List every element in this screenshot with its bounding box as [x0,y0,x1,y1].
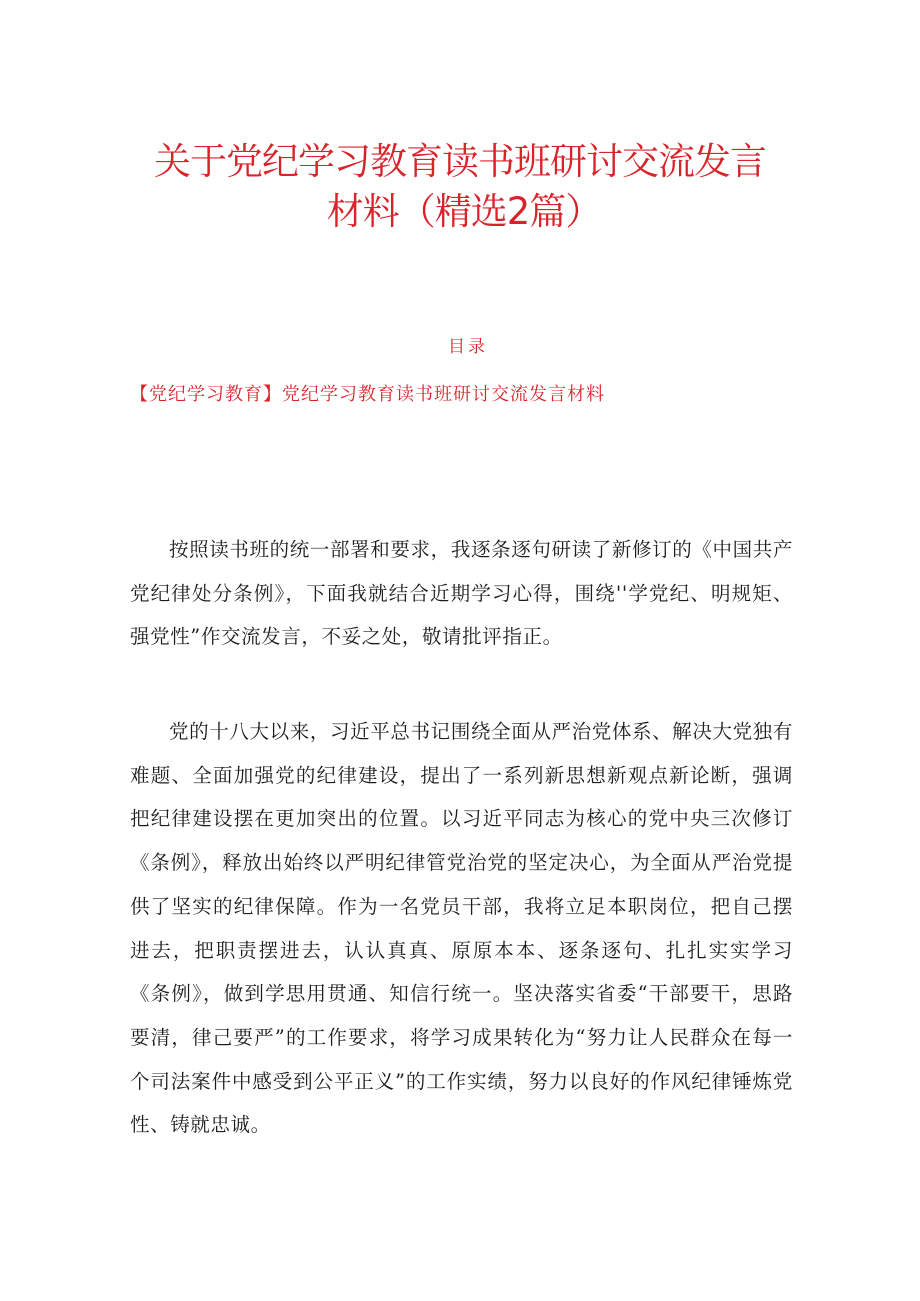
toc-item-link[interactable]: 【党纪学习教育】党纪学习教育读书班研讨交流发言材料 [130,384,605,405]
body-paragraph: 党的十八大以来，习近平总书记围绕全面从严治党体系、解决大党独有难题、全面加强党的纪律建设，提出了一系列新思想新观点新论断，强调把纪律建设摆在更加突出的位置。以习近平同志为核心的党中央三次修订《条例》，释放出始终以严明纪律管党治党的坚定决心，为全面从严治党提供了坚实的纪律保障。作为一名党员干部，我将立足本职岗位，把自己摆进去，把职责摆进去，认认真真、原原本本、逐条逐句、扎扎实实学习《条例》，做到学思用贯通、知信行统一。坚决落实省委“干部要干，思路要清，律己要严”的工作要求，将学习成果转化为“努力让人民群众在每一个司法案件中感受到公平正义”的工作实绩，努力以良好的作风纪律锤炼党性、铸就忠诚。 [130,720,793,1137]
document-title [0,138,920,236]
toc-heading: 目录 [448,337,488,357]
title-line-2: 材料（精选2篇） [326,190,602,233]
body-paragraph: 按照读书班的统一部署和要求，我逐条逐句研读了新修订的《中国共产党纪律处分条例》，下面我就结合近期学习心得，围绕''学党纪、明规矩、强党性”作交流发言，不妥之处，敬请批评指正。 [130,538,793,649]
title-line-1: 关于党纪学习教育读书班研讨交流发言 [154,140,766,183]
